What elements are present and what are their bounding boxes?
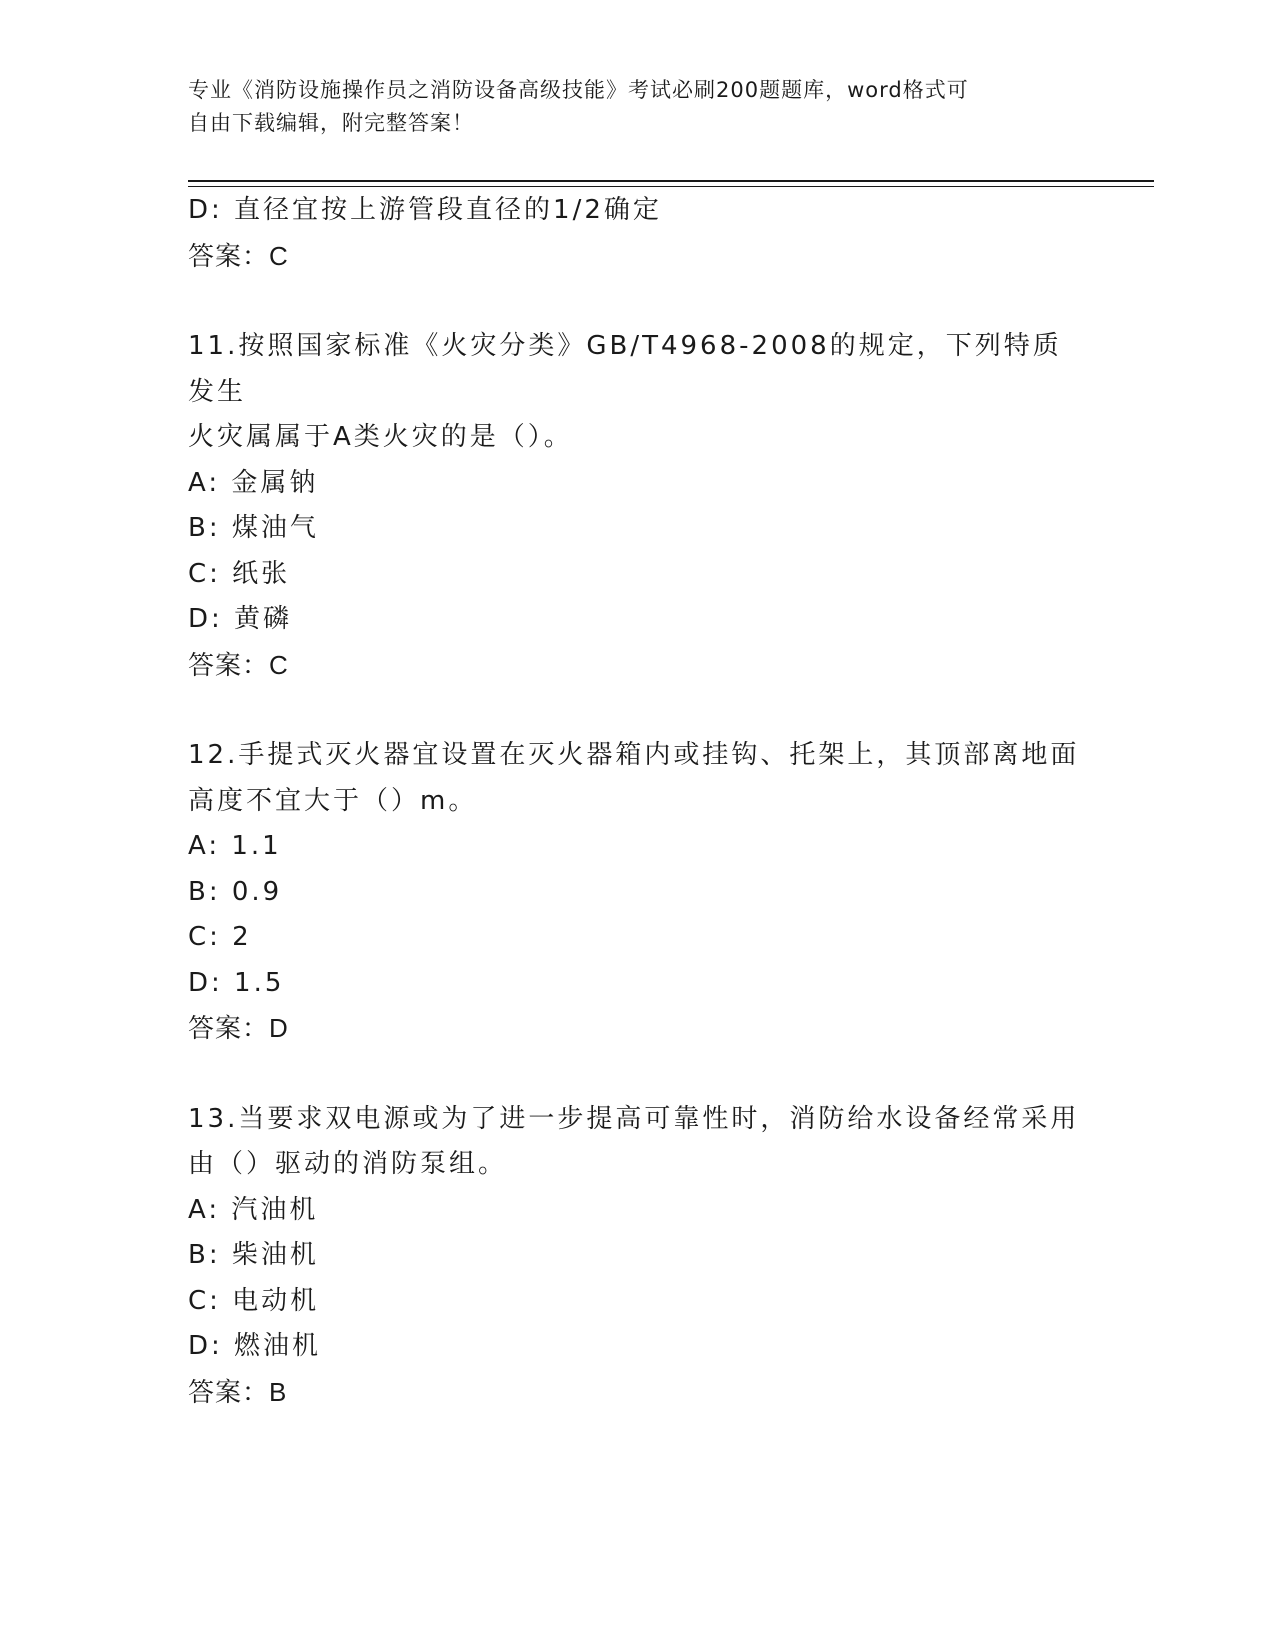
question-12 xyxy=(188,733,1088,1052)
answer-line: 答案：C xyxy=(188,240,289,271)
option-d: D: 燃油机 xyxy=(188,1331,322,1361)
previous-question-tail xyxy=(188,188,1088,279)
option-c: C: 纸张 xyxy=(188,558,291,589)
question-stem-line-1: 13.当要求双电源或为了进一步提高可靠性时，消防给水设备经常采用 xyxy=(188,1103,1080,1134)
option-c: C: 2 xyxy=(188,922,252,952)
option-d: D: 直径宜按上游管段直径的1/2确定 xyxy=(188,195,662,225)
document-header xyxy=(188,74,1068,140)
option-c: C: 电动机 xyxy=(188,1285,320,1316)
question-stem-line-1: 12.手提式灭火器宜设置在灭火器箱内或挂钩、托架上，其顶部离地面 xyxy=(188,740,1080,770)
question-stem-line-2: 由（）驱动的消防泵组。 xyxy=(188,1149,508,1179)
option-a: A: 金属钠 xyxy=(188,467,319,498)
option-a: A: 汽油机 xyxy=(188,1194,319,1225)
document-body xyxy=(188,188,1088,1415)
option-b: B: 0.9 xyxy=(188,876,283,907)
header-line-1: 专业《消防设施操作员之消防设备高级技能》考试必刷200题题库，word格式可 xyxy=(188,78,969,102)
question-stem-line-2: 高度不宜大于（）m。 xyxy=(188,785,478,816)
option-b: B: 煤油气 xyxy=(188,513,319,543)
header-divider-thick xyxy=(188,180,1154,182)
option-a: A: 1.1 xyxy=(188,831,282,861)
header-line-2: 自由下载编辑，附完整答案！ xyxy=(188,111,474,135)
option-b: B: 柴油机 xyxy=(188,1240,319,1270)
answer-line: 答案：D xyxy=(188,1013,289,1043)
answer-line: 答案：B xyxy=(188,1376,288,1407)
option-d: D: 1.5 xyxy=(188,967,285,998)
question-stem-line-2: 火灾属属于A类火灾的是（）。 xyxy=(188,422,573,452)
header-divider-thin xyxy=(188,186,1154,187)
option-d: D: 黄磷 xyxy=(188,604,293,634)
question-11 xyxy=(188,324,1088,688)
question-stem-line-1: 11.按照国家标准《火灾分类》GB/T4968-2008的规定，下列特质发生 xyxy=(188,331,1062,407)
question-13 xyxy=(188,1097,1088,1416)
answer-line: 答案：C xyxy=(188,649,289,680)
